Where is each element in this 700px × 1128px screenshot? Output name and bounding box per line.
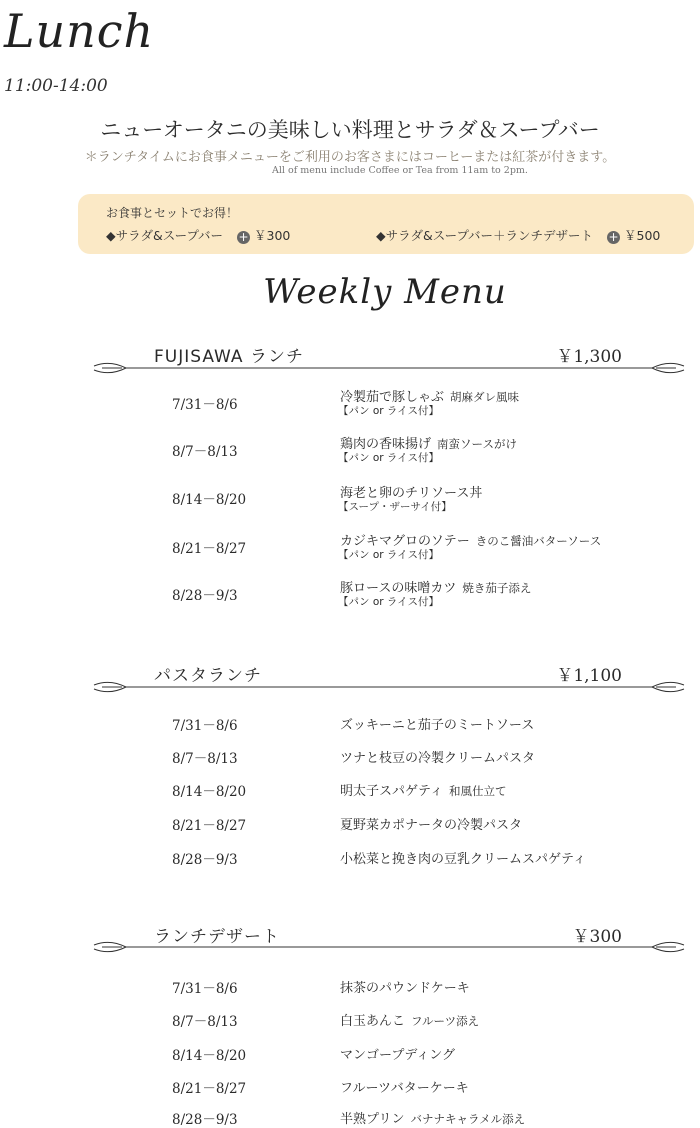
set-offer-option-1-label: ◆サラダ&スープバー [106, 228, 223, 243]
menu-item-dish [340, 848, 592, 867]
menu-item-dates: 8/21－8/27 [172, 541, 247, 557]
dish-name: カジキマグロのソテー [340, 534, 470, 549]
menu-item-side: 【パン or ライス付】 [338, 405, 439, 417]
set-offer-heading: お食事とセットでお得！ [106, 206, 239, 220]
dish-name: 豚ロースの味噌カツ [340, 581, 457, 596]
dish-note: 焼き茄子添え [462, 581, 532, 595]
menu-item-dish [340, 1044, 461, 1063]
set-offer-option-2 [376, 226, 660, 244]
weekly-menu-title: Weekly Menu [263, 272, 507, 312]
dish-name: 鶏肉の香味揚げ [340, 437, 432, 452]
dish-note: 南蛮ソースがけ [437, 437, 517, 451]
note-japanese: ＊ランチタイムにお食事メニューをご利用のお客さまにはコーヒーまたは紅茶が付きます。 [84, 150, 616, 165]
dish-name: フルーツバターケーキ [340, 1081, 469, 1096]
dish-note: 胡麻ダレ風味 [450, 390, 520, 404]
menu-item-dates: 8/28－9/3 [172, 852, 238, 868]
menu-item-dates: 8/14－8/20 [172, 784, 247, 800]
dish-name: 冷製茄で豚しゃぶ [340, 390, 445, 405]
menu-item-dates: 8/7－8/13 [172, 444, 238, 460]
dish-note: きのこ醤油バターソース [475, 534, 602, 548]
section-price-dessert: ￥300 [572, 927, 622, 947]
headline: ニューオータニの美味しい料理とサラダ＆スープバー [100, 118, 600, 142]
page-title: Lunch [4, 4, 155, 58]
menu-item-dates: 8/21－8/27 [172, 1081, 247, 1097]
dish-note: バナナキャラメル添え [410, 1112, 526, 1126]
set-offer-option-2-label: ◆サラダ&スープバー＋ランチデザート [376, 228, 593, 243]
menu-item-side: 【パン or ライス付】 [338, 549, 439, 561]
note-english: All of menu include Coffee or Tea from 11am to 2pm. [272, 165, 528, 176]
section-price-pasta: ￥1,100 [556, 666, 622, 686]
menu-item-dish [340, 814, 528, 833]
section-title-pasta: パスタランチ [154, 666, 262, 686]
section-title-fujisawa: FUJISAWA ランチ [154, 347, 304, 367]
dish-name: 半熟プリン [340, 1112, 405, 1127]
section-title-dessert: ランチデザート [154, 927, 280, 947]
dish-name: 白玉あんこ [340, 1014, 406, 1029]
dish-name: 夏野菜カポナータの冷製パスタ [340, 818, 523, 833]
section-price-fujisawa: ￥1,300 [556, 347, 622, 367]
ornamental-divider [92, 940, 686, 954]
menu-item-dish [340, 1010, 479, 1029]
menu-item-dates: 8/7－8/13 [172, 751, 238, 767]
menu-item-dish [340, 780, 506, 799]
dish-note: 和風仕立て [448, 784, 507, 798]
menu-item-dates: 8/7－8/13 [172, 1014, 238, 1030]
menu-item-dates: 8/28－9/3 [172, 1112, 238, 1128]
dish-name: 小松菜と挽き肉の豆乳クリームスパゲティ [340, 852, 586, 867]
menu-item-dish [340, 1108, 525, 1127]
ornamental-divider [92, 361, 686, 375]
menu-item-dates: 8/28－9/3 [172, 588, 238, 604]
plus-icon: + [238, 230, 249, 244]
menu-item-side: 【パン or ライス付】 [338, 596, 439, 608]
dish-name: 明太子スパゲティ [340, 784, 443, 799]
set-offer-option-2-price: ￥500 [624, 228, 661, 243]
dish-name: ツナと枝豆の冷製クリームパスタ [340, 751, 536, 766]
menu-item-dates: 7/31－8/6 [172, 981, 238, 997]
menu-item-side: 【スープ・ザーサイ付】 [338, 501, 452, 513]
menu-item-dates: 8/14－8/20 [172, 492, 247, 508]
menu-item-side: 【パン or ライス付】 [338, 452, 439, 464]
menu-item-dish [340, 1077, 475, 1096]
menu-item-dish [340, 747, 541, 766]
menu-item-dish [340, 977, 476, 996]
menu-item-dates: 7/31－8/6 [172, 718, 238, 734]
set-offer-option-1 [106, 226, 290, 244]
menu-item-dates: 7/31－8/6 [172, 397, 238, 413]
business-hours: 11:00-14:00 [4, 76, 108, 96]
menu-item-dates: 8/21－8/27 [172, 818, 247, 834]
menu-item-dates: 8/14－8/20 [172, 1048, 247, 1064]
ornamental-divider [92, 680, 686, 694]
set-offer-box [78, 194, 694, 254]
dish-name: マンゴープディング [340, 1048, 456, 1063]
dish-note: フルーツ添え [411, 1014, 480, 1028]
dish-name: 海老と卵のチリソース丼 [340, 486, 483, 501]
dish-name: 抹茶のパウンドケーキ [340, 981, 470, 996]
menu-item-dish [340, 714, 540, 733]
dish-name: ズッキーニと茄子のミートソース [340, 718, 535, 733]
set-offer-option-1-price: ￥300 [254, 228, 291, 243]
plus-icon: + [608, 230, 619, 244]
